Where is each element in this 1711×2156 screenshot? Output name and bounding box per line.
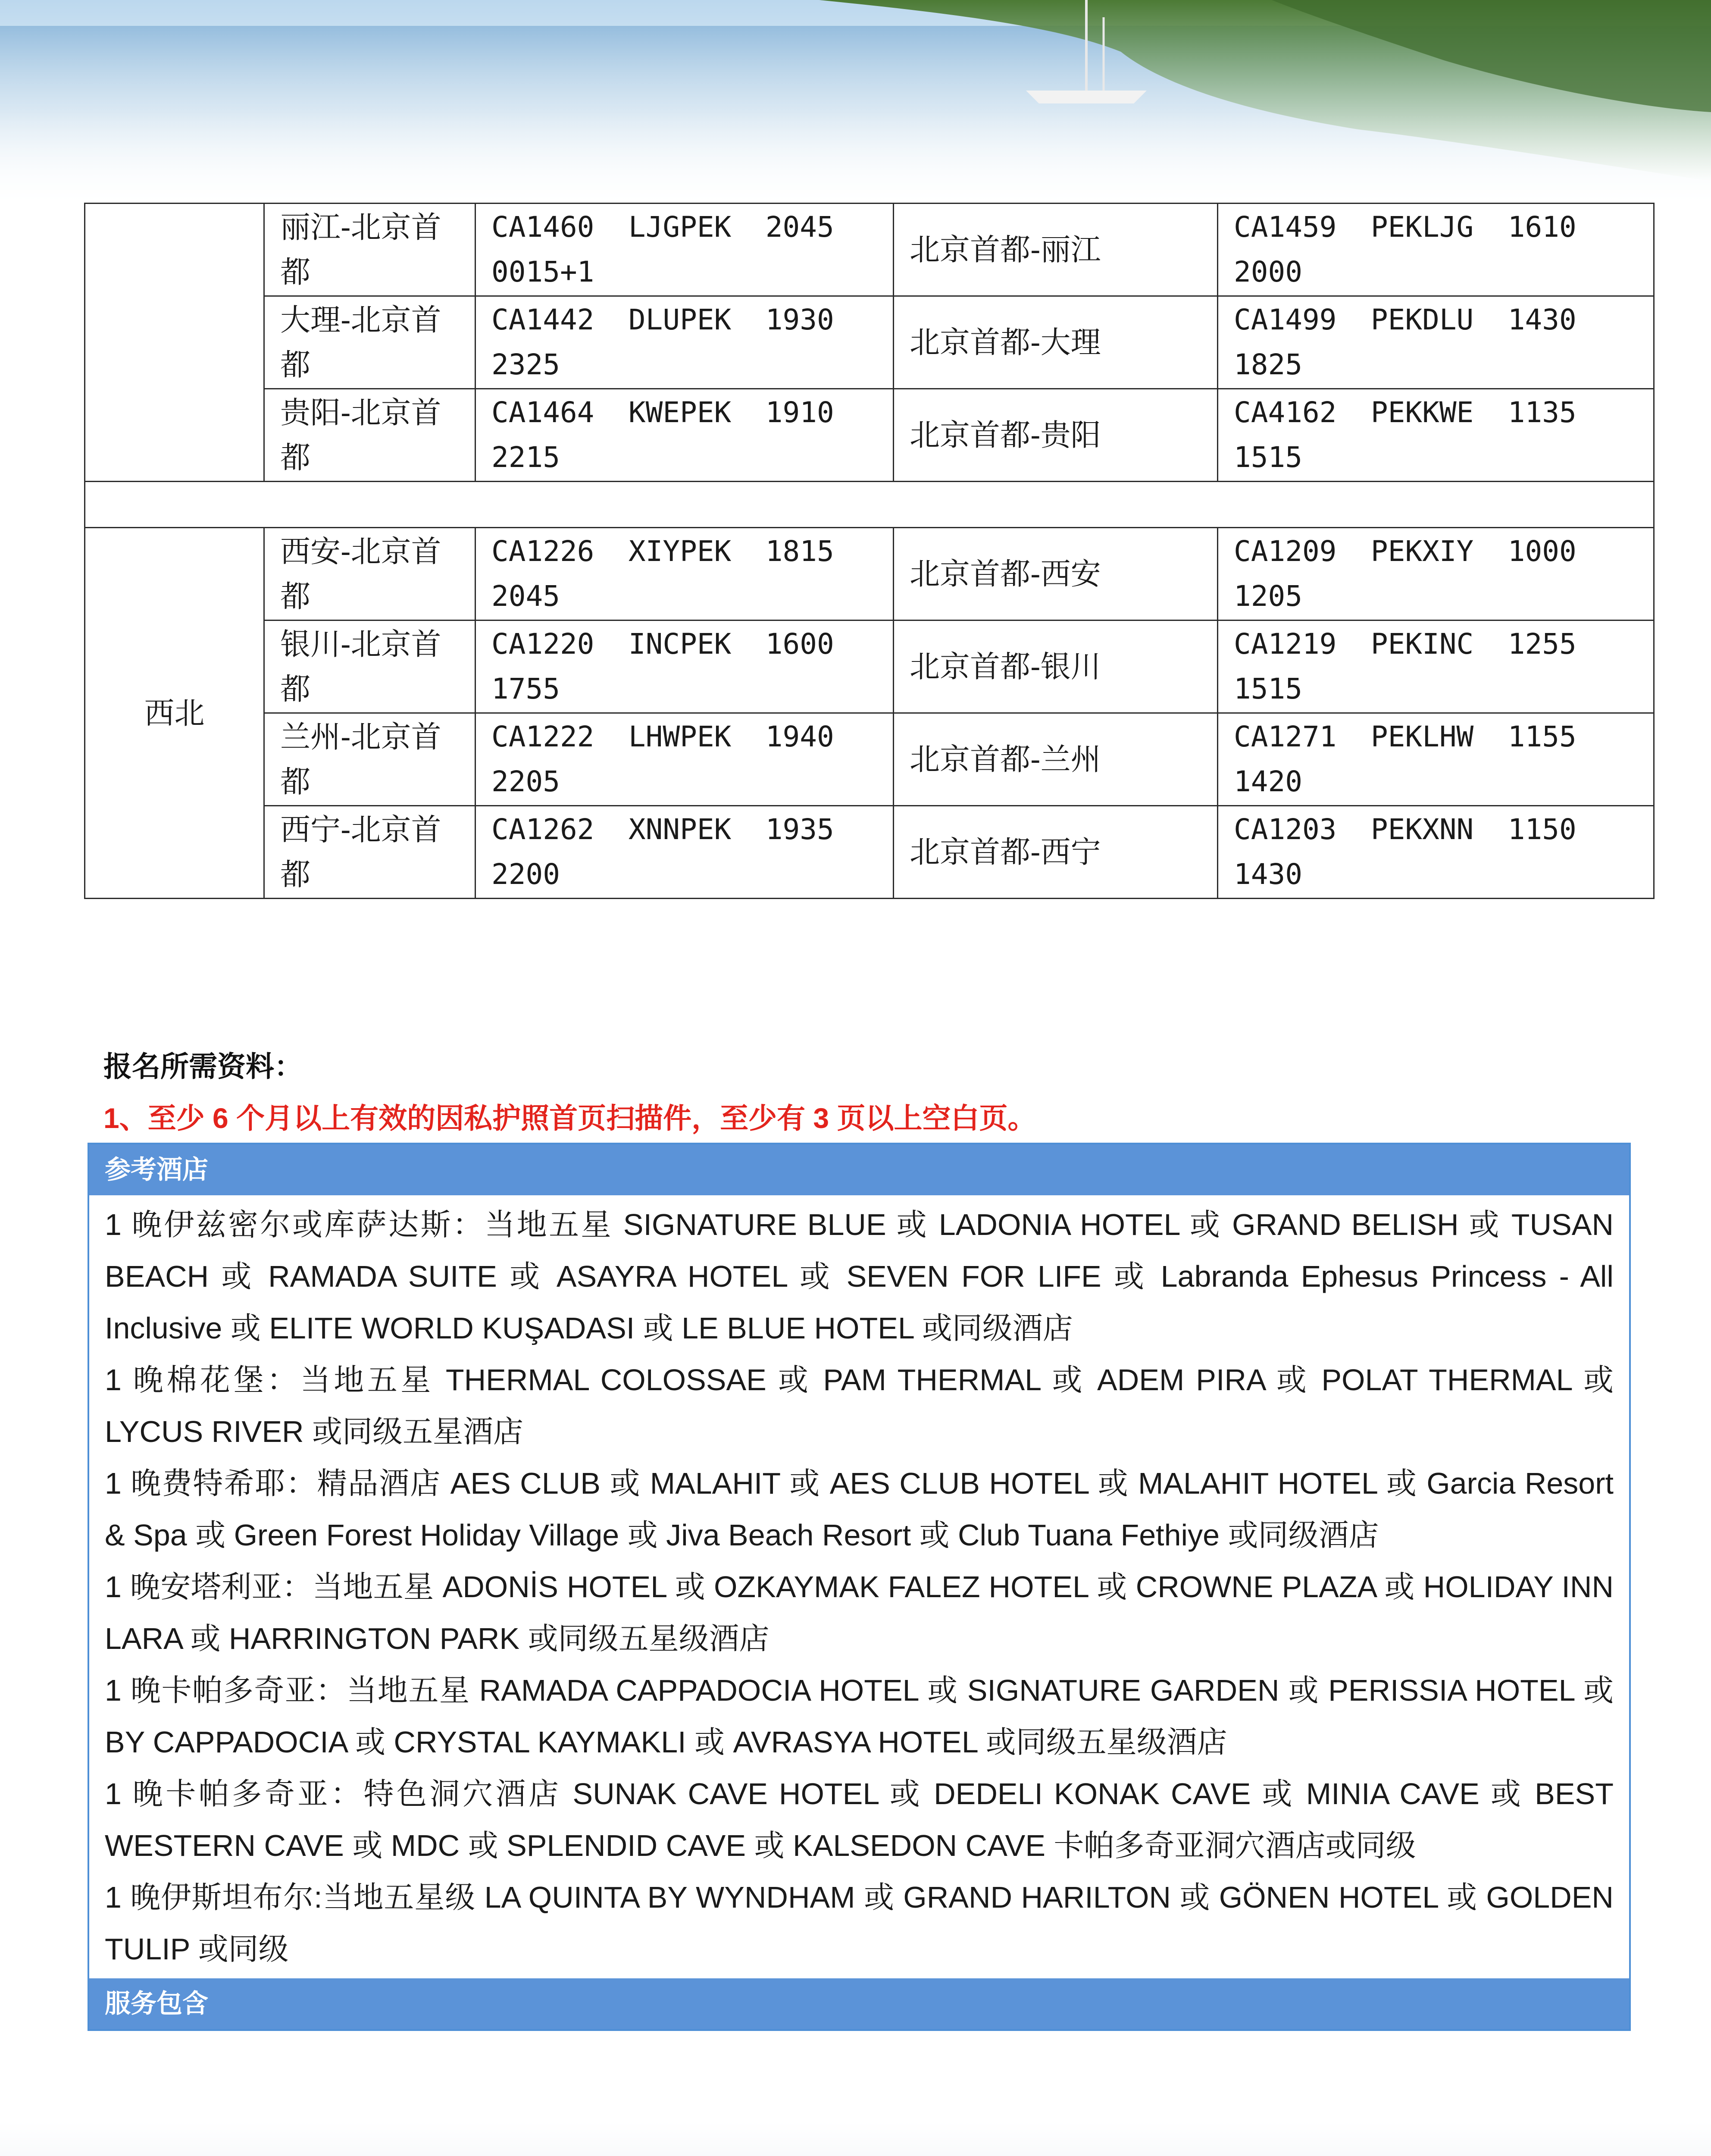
return-route-cell: 北京首都-丽江 xyxy=(894,204,1218,296)
hotel-line: 1 晚卡帕多奇亚：当地五星 RAMADA CAPPADOCIA HOTEL 或 SIGNATURE GARDEN 或 PERISSIA HOTEL 或 BY CAPPADOCIA 或 CRYSTAL KAYMAKLI 或 AVRASYA HOTEL 或同级五星级酒店 xyxy=(105,1673,1614,1759)
route-cell: 丽江-北京首都 xyxy=(264,204,475,296)
table-row xyxy=(85,620,1654,713)
hotel-line: 1 晚伊兹密尔或库萨达斯：当地五星 SIGNATURE BLUE 或 LADONIA HOTEL 或 GRAND BELISH 或 TUSAN BEACH 或 RAMADA SUITE 或 ASAYRA HOTEL 或 SEVEN FOR LIFE 或 Labranda Ephesus Princess - All Inclusive 或 ELITE WORLD KUŞADASI 或 LE BLUE HOTEL 或同级酒店 xyxy=(105,1208,1614,1345)
route-cell: 大理-北京首都 xyxy=(264,296,475,389)
route-cell: 西安-北京首都 xyxy=(264,528,475,620)
flight-cell: CA1464 KWEPEK 1910 2215 xyxy=(475,389,894,482)
region-cell: 西北 xyxy=(85,528,264,899)
return-flight-cell: CA1499 PEKDLU 1430 1825 xyxy=(1218,296,1654,389)
return-flight-cell: CA4162 PEKKWE 1135 1515 xyxy=(1218,389,1654,482)
hotel-list xyxy=(89,1195,1629,1978)
hotel-line: 1 晚卡帕多奇亚：特色洞穴酒店 SUNAK CAVE HOTEL 或 DEDELI KONAK CAVE 或 MINIA CAVE 或 BEST WESTERN CAVE 或 MDC 或 SPLENDID CAVE 或 KALSEDON CAVE 卡帕多奇亚洞穴酒店或同级 xyxy=(105,1777,1614,1862)
spacer-cell xyxy=(85,482,1654,528)
hotel-section-header: 参考酒店 xyxy=(89,1144,1629,1195)
return-route-cell: 北京首都-西安 xyxy=(894,528,1218,620)
flight-schedule-table xyxy=(84,203,1655,899)
services-section-header: 服务包含 xyxy=(89,1978,1629,2029)
route-cell: 贵阳-北京首都 xyxy=(264,389,475,482)
hotel-line: 1 晚安塔利亚：当地五星 ADONİS HOTEL 或 OZKAYMAK FALEZ HOTEL 或 CROWNE PLAZA 或 HOLIDAY INN LARA 或 HARRINGTON PARK 或同级五星级酒店 xyxy=(105,1570,1614,1655)
return-route-cell: 北京首都-西宁 xyxy=(894,806,1218,899)
hotel-line: 1 晚棉花堡：当地五星 THERMAL COLOSSAE 或 PAM THERMAL 或 ADEM PIRA 或 POLAT THERMAL 或 LYCUS RIVER 或同级五星酒店 xyxy=(105,1363,1614,1448)
flight-cell: CA1222 LHWPEK 1940 2205 xyxy=(475,713,894,806)
flight-cell: CA1226 XIYPEK 1815 2045 xyxy=(475,528,894,620)
return-flight-cell: CA1203 PEKXNN 1150 1430 xyxy=(1218,806,1654,899)
registration-title: 报名所需资料： xyxy=(103,1050,303,1082)
table-row xyxy=(85,806,1654,899)
sea-coast-illustration xyxy=(0,0,1711,203)
return-route-cell: 北京首都-大理 xyxy=(894,296,1218,389)
hotel-line: 1 晚费特希耶：精品酒店 AES CLUB 或 MALAHIT 或 AES CLUB HOTEL 或 MALAHIT HOTEL 或 Garcia Resort & Spa 或 Green Forest Holiday Village 或 Jiva Beach Resort 或 Club Tuana Fethiye 或同级酒店 xyxy=(105,1467,1614,1552)
return-flight-cell: CA1209 PEKXIY 1000 1205 xyxy=(1218,528,1654,620)
harbor-town-illustration xyxy=(0,2122,1711,2156)
return-route-cell: 北京首都-贵阳 xyxy=(894,389,1218,482)
passport-requirement: 1、至少 6 个月以上有效的因私护照首页扫描件，至少有 3 页以上空白页。 xyxy=(103,1102,1036,1134)
table-row xyxy=(85,204,1654,296)
route-cell: 兰州-北京首都 xyxy=(264,713,475,806)
table-row xyxy=(85,528,1654,620)
table-row xyxy=(85,296,1654,389)
return-flight-cell: CA1459 PEKLJG 1610 2000 xyxy=(1218,204,1654,296)
route-cell: 西宁-北京首都 xyxy=(264,806,475,899)
hotel-line: 1 晚伊斯坦布尔:当地五星级 LA QUINTA BY WYNDHAM 或 GRAND HARILTON 或 GÖNEN HOTEL 或 GOLDEN TULIP 或同级 xyxy=(105,1880,1614,1966)
return-route-cell: 北京首都-银川 xyxy=(894,620,1218,713)
header-scenery-image xyxy=(0,0,1711,203)
table-spacer-row xyxy=(85,482,1654,528)
return-flight-cell: CA1219 PEKINC 1255 1515 xyxy=(1218,620,1654,713)
table-row xyxy=(85,713,1654,806)
route-cell: 银川-北京首都 xyxy=(264,620,475,713)
flight-cell: CA1220 INCPEK 1600 1755 xyxy=(475,620,894,713)
hotel-section xyxy=(88,1143,1631,2031)
footer-scenery-image xyxy=(0,2122,1711,2156)
return-route-cell: 北京首都-兰州 xyxy=(894,713,1218,806)
flight-cell: CA1262 XNNPEK 1935 2200 xyxy=(475,806,894,899)
table-row xyxy=(85,389,1654,482)
return-flight-cell: CA1271 PEKLHW 1155 1420 xyxy=(1218,713,1654,806)
flight-cell: CA1460 LJGPEK 2045 0015+1 xyxy=(475,204,894,296)
flight-cell: CA1442 DLUPEK 1930 2325 xyxy=(475,296,894,389)
region-cell-empty xyxy=(85,204,264,482)
